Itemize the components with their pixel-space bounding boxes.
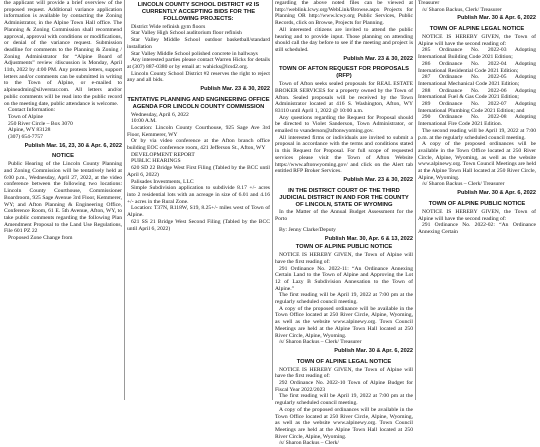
notice-paragraph: regarding the above noted files can be viewed at http://weblink.lcwy.org/WebLink/Browse.aspx Projects for Planning OR http://www.lcwy.org Public Services, Public Records, click on Browse, Projects for Planning.	[275, 0, 413, 27]
notice-paragraph: (307) 654-7757	[8, 134, 43, 141]
notice-paragraph: NOTICE IS HEREBY GIVEN, the Town of Alpine will have the first reading of:	[275, 252, 413, 265]
notice-paragraph: Lincoln County School District #2 reserves the right to reject any and all bids.	[127, 70, 270, 84]
notice-paragraph: 287 Ordinance No. 2022-05 Adopting International Mechanical Code 2021 Edition;	[418, 74, 536, 87]
notice-paragraph: Location: T37N, R118W, S19, 8.25+/- miles west of Town of Alpine.	[127, 205, 270, 219]
legal-notice	[418, 0, 536, 22]
notice-paragraph: Treasurer	[418, 0, 440, 6]
notice-paragraph: NOTICE IS HEREBY GIVEN, the Town of Alpine will have the first reading of:	[275, 366, 413, 380]
notice-heading: TOWN OF ALPINE LEGAL NOTICE	[429, 26, 525, 33]
legal-notice	[4, 153, 122, 241]
signature-line: By: Jenny Clarke/Deputy	[279, 226, 336, 233]
notice-paragraph: 291 Ordinance No. 2022-02: “An Ordinance Annexing Certain	[418, 222, 536, 235]
notice-paragraph: Simple Subdivision application to subdivide 8.17 +/- acres into 2 residential lots with an acreage in size of 6.01 and 4.16 +/- acres in the Rural Zone.	[127, 185, 270, 205]
notice-paragraph: 289 Ordinance No. 2022-07 Adopting International Plumbing Code 2021 Edition; and	[418, 101, 536, 114]
notice-paragraph: Any questions regarding the Request for Proposal should be directed to Violet Sanderson, Town Administrator, or emailed to vsanderson@aftonwyoming.gov.	[275, 114, 413, 135]
notice-paragraph: A copy of the proposed ordinances will be available in the Town Office located at 250 River Circle, Alpine, Wyoming, as well as the website www.alpinewy.org. Town Council Meetings are held at the Alpine Town Hall located at 250 River Circle, Alpine, Wyoming.	[418, 141, 536, 181]
legal-notice	[275, 66, 413, 183]
notice-paragraph: 292 Ordinance No. 2022-10 Town of Alpine Budget for Fiscal Year 2022/2023	[275, 379, 413, 393]
legal-notice	[275, 359, 413, 447]
column-divider	[272, 0, 273, 400]
notice-paragraph: Proposed Zone Change from	[8, 235, 73, 242]
notice-paragraph: Wednesday, April 6, 2022	[131, 111, 189, 118]
notice-paragraph: The second reading will be April 19, 2022 at 7:00 p.m. at the regularly scheduled council meeting.	[418, 127, 536, 141]
notice-heading: TOWN OF ALPINE PUBLIC NOTICE	[428, 200, 526, 207]
notice-paragraph: Town of Alpine	[8, 113, 44, 120]
notice-paragraph: A copy of the proposed ordinance will be available in the Town Office located at 250 River Circle, Alpine, Wyoming, as well as the website www.alpinewy.org. Town Council Meetings are held at the Alpine Town Hall located at 250 River Circle, Alpine, Wyoming.	[275, 305, 413, 339]
notice-paragraph: 621 SS 21 Bridge West Second Filing (Tabled by the BCC until April 6, 2022)	[127, 218, 270, 232]
notice-paragraph: The first reading will be April 19, 2022 at 7:00 pm at the regularly scheduled council meeting.	[275, 393, 413, 407]
notice-paragraph: the applicant will provide a brief overview of the proposed request. Additional variance application information is available by contacting the Zoning Administrator, in the Alpine Town Hall office. The Planning & Zoning Commission shall recommend approval, approval with conditions or modifications, or denial of the variance request. Submission deadline for comments to the Planning & Zoning / Zoning Administrator for “Alpine Board of Adjustments” review /discussion is Monday, April 11th, 2022 by 4:00 PM. Any protests letters, support letters and/or comments can be submitted in writing to the Town of Alpine, or e-mailed to alpineadmin@silverstar.com. All letters and/or public comments will be read into the public record on the meeting date, public attendance is welcome.	[4, 0, 122, 107]
notice-paragraph: /s/ Sharon Backus – Clerk/ Treasurer	[279, 339, 362, 346]
publish-dates: Publish Mar. 30 & Apr. 6, 2022	[457, 190, 536, 197]
legal-notice	[275, 244, 413, 354]
notice-paragraph: Public Hearing of the Lincoln County Planning and Zoning Commission will be tentatively held at 6:00 p.m., Wednesday, April 27, 2022, at the video conference between the following two locations: Lincoln County Courthouse, Commissioner Boardroom, 925 Sage Avenue 3rd Floor, Kemmerer, WY; and Afton Planning & Engineering Office, Conference Room, 61 E. 5th Avenue, Afton, WY, to take public comments regarding the following Plan Amendment Proposal to the Land Use Regulations, File 601 PZ 22	[4, 161, 122, 235]
column-divider	[415, 0, 416, 400]
notice-paragraph: 250 River Circle – Box 3070	[8, 120, 73, 127]
notice-paragraph: Alpine, WY 83128	[8, 127, 51, 134]
notice-paragraph: In the Matter of the Annual Budget Assessment for the Porto	[275, 209, 413, 223]
notice-paragraph: /s/ Sharon Backus, Clerk/ Treasurer	[422, 6, 502, 13]
notice-paragraph: Star Valley Middle School polished concrete in hallways	[131, 50, 258, 57]
notice-paragraph: /s/ Sharon Backus – Clerk/ Treasurer	[422, 181, 505, 188]
notice-heading: TOWN OF ALPINE PUBLIC NOTICE	[295, 244, 393, 251]
notice-paragraph: 290 Ordinance No. 2022-08 Adopting International Fire Code 2021 Edition.	[418, 114, 536, 128]
publish-dates: Publish Mar. 30 & Apr. 6, 2022	[457, 15, 536, 22]
publish-dates: Publish Mar. 30 & Apr. 6, 2022	[334, 347, 413, 354]
column-2	[127, 0, 270, 400]
notice-heading: NOTICE	[52, 153, 74, 160]
notice-paragraph: Any interested parties please contact Warren Hicks for details at (307) 887-0380 or by email at: wahicks@lcsd2.org.	[127, 57, 270, 70]
notice-paragraph: All interested citizens are invited to attend the public hearing and to provide input. Those planning on attending should call the day before to see if the meeting and project is still scheduled.	[275, 26, 413, 53]
column-4	[418, 0, 536, 400]
notice-paragraph: 285 Ordinance No. 2022-03 Adopting International Building Code 2021 Edition;	[418, 47, 536, 61]
notice-heading: TOWN OF AFTON REQUEST FOR PROPOSALS (RFP)	[278, 66, 409, 80]
notice-paragraph: Star Valley Middle School outdoor basketball/standard installation	[127, 37, 270, 50]
publish-dates: Publish Mar. 16, 23, 30 & Apr. 6, 2022	[24, 142, 122, 149]
notice-paragraph: NOTICE IS HEREBY GIVEN, the Town of Alpine will have the second reading of:	[418, 208, 536, 222]
legal-notice	[127, 2, 270, 93]
publish-dates: Publish Mar. 30, Apr. 6 & 13, 2022	[324, 235, 413, 242]
notice-paragraph: Location: Lincoln County Courthouse, 925 Sage Ave 3rd Floor, Kemmerer, WY	[127, 124, 270, 138]
notice-paragraph: Contact Information:	[8, 107, 56, 114]
notice-paragraph: /s/ Sharon Backus – Clerk/	[279, 440, 339, 447]
publish-dates: Publish Mar. 23 & 30, 2022	[343, 176, 413, 183]
notice-paragraph: District Wide refinish gym floors	[131, 23, 206, 30]
notice-paragraph: Town of Afton seeks sealed proposals for REAL ESTATE BROKER SERVICES for a property owned by the Town of Afton. Sealed proposals will be received by the Town Administrator located at 416 S. Washington, Afton, WY 83110 until April 1, 2022 @ 10:00 a.m.	[275, 81, 413, 114]
legal-notice	[4, 0, 122, 149]
legal-notice	[127, 97, 270, 232]
notice-paragraph: DEVELOPMENT REPORT	[131, 151, 195, 158]
notice-paragraph: 620 SD 22 Bridge West First Filing (Tabled by the BCC until April 6, 2022)	[127, 165, 270, 178]
publish-dates: Publish Mar. 23 & 30, 2022	[200, 86, 270, 93]
column-1	[4, 0, 122, 400]
column-3	[275, 0, 413, 447]
notice-paragraph: 286 Ordinance No. 2022-04 Adopting International Residential Code 2021 Edition;	[418, 60, 536, 74]
notice-heading: TOWN OF ALPINE LEGAL NOTICE	[296, 358, 392, 365]
notice-paragraph: NOTICE IS HEREBY GIVEN, the Town of Alpine will have the second reading of:	[418, 34, 536, 47]
notice-paragraph: Or by via video conference at the Afton branch office building EOC conference room, 421 Jefferson St., Afton, WY	[127, 138, 270, 152]
notice-paragraph: Palisades Investments, LLC	[131, 178, 194, 185]
notice-heading: LINCOLN COUNTY SCHOOL DISTRICT #2 IS CURRENTLY ACCEPTING BIDS FOR THE FOLLOWING PROJECTS:	[137, 2, 260, 22]
column-divider	[124, 0, 125, 400]
notice-paragraph: 10:00 A.M.	[131, 118, 157, 125]
legal-notice	[418, 201, 536, 236]
notice-paragraph: 288 Ordinance No. 2022-06 Adopting International Fuel & Gas Code 2021 Edition;	[418, 87, 536, 101]
notice-heading: TENTATIVE PLANNING AND ENGINEERING OFFICE AGENDA FOR LINCOLN COUNTY COMMISSION	[127, 96, 270, 110]
notice-paragraph: Star Valley High School auditorium floor refinish	[131, 30, 242, 37]
notice-heading: IN THE DISTRICT COURT OF THE THIRD JUDICIAL DISTRICT IN AND FOR THE COUNTY OF LINCOLN, STATE OF WYOMING	[279, 187, 409, 208]
notice-paragraph: All interested firms or individuals are invited to submit a proposal in accordance with the terms and conditions stated in this Request for Proposal. For full scope of requested services please visit the Town of Afton Website https://www.aftonwyoming.gov/ and click on the Alert tab entitled RFP Broker Services.	[275, 134, 413, 175]
notice-paragraph: 291 Ordinance No. 2022-11: “An Ordinance Annexing Certain Land to the Town of Alpine and Approving the Lot 12 of Lazy B Subdivision Annexation to the Town of Alpine.”	[275, 265, 413, 292]
publish-dates: Publish Mar. 23 & 30, 2022	[343, 55, 413, 62]
notice-paragraph: A copy of the proposed ordinances will be available in the Town Office located at 250 River Circle, Alpine, Wyoming, as well as the website www.alpinewy.org. Town Council Meetings are held at the Alpine Town Hall located at 250 River Circle, Alpine, Wyoming.	[275, 406, 413, 440]
legal-notice	[275, 0, 413, 62]
legal-notice	[418, 26, 536, 197]
notice-paragraph: PUBLIC HEARINGS	[131, 158, 181, 165]
legal-notice	[275, 188, 413, 223]
notice-paragraph: The first reading will be April 19, 2022 at 7:00 pm at the regularly scheduled council meeting.	[275, 292, 413, 306]
